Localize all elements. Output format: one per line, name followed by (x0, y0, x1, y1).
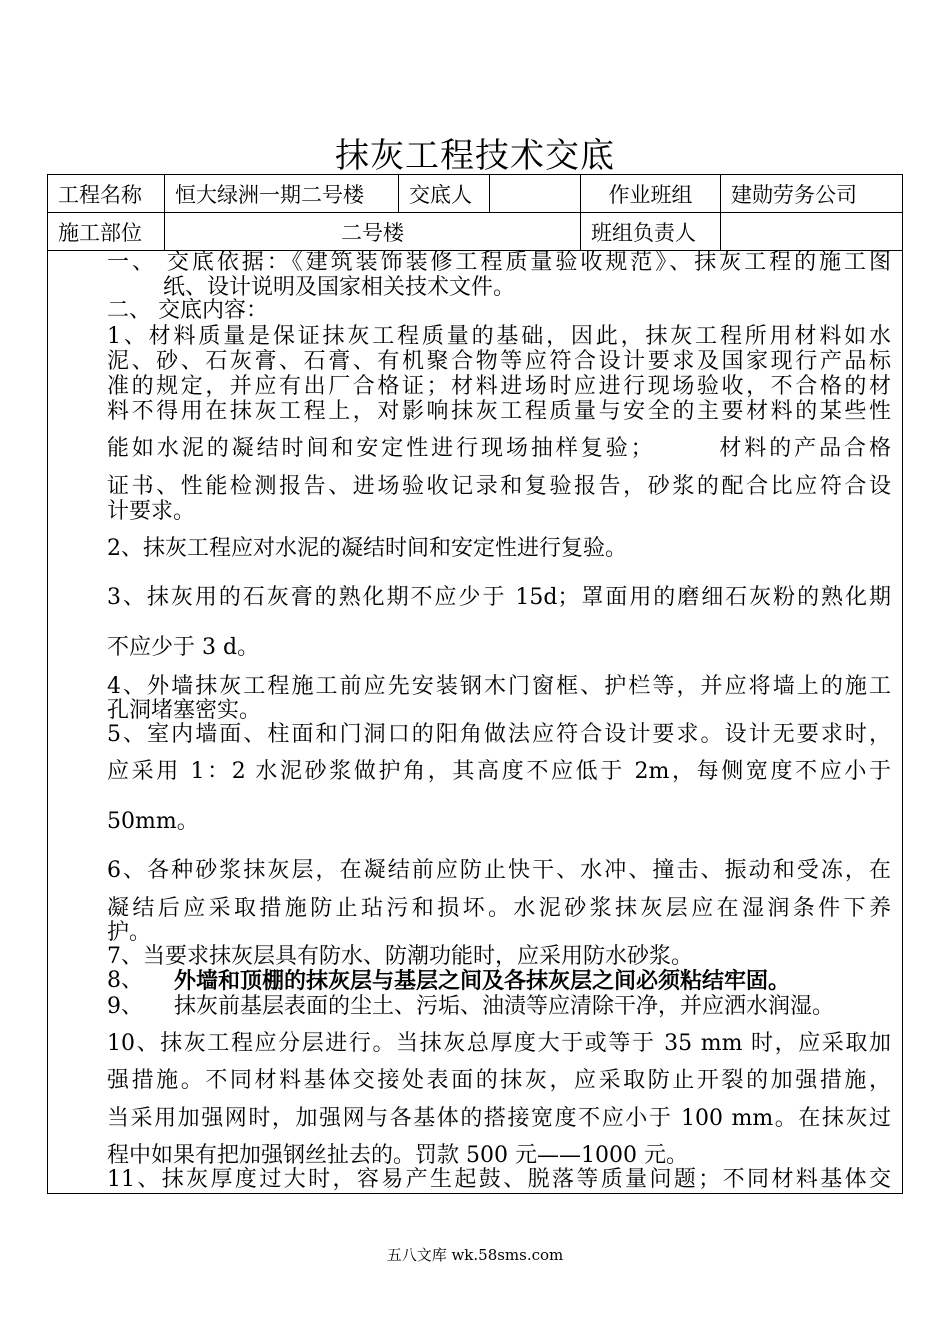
text-line: 证书、性能检测报告、进场验收记录和复验报告，砂浆的配合比应符合设 (107, 474, 891, 499)
text-line: 7、当要求抹灰层具有防水、防潮功能时，应采用防水砂浆。 (107, 944, 693, 969)
work-team-label: 作业班组 (581, 175, 721, 213)
item-number: 8、 (107, 968, 143, 993)
team-leader-value (721, 213, 903, 251)
header-row-1 (48, 175, 903, 213)
text-line: 孔洞堵塞密实。 (107, 698, 262, 723)
text-line: 11、抹灰厚度过大时，容易产生起鼓、脱落等质量问题；不同材料基体交 (107, 1167, 891, 1192)
text-line: 10、抹灰工程应分层进行。当抹灰总厚度大于或等于 35 mm 时，应采取加 (107, 1031, 891, 1056)
text-line: 不应少于 3 d。 (107, 635, 260, 660)
footer-watermark: 五八文库 wk.58sms.com (386, 1246, 564, 1264)
text-line: 纸、设计说明及国家相关技术文件。 (163, 275, 516, 300)
construction-part-value: 二号楼 (165, 213, 581, 251)
text-line: 程中如果有把加强钢丝扯去的。罚款 500 元——1000 元。 (107, 1143, 688, 1168)
text-line: 6、各种砂浆抹灰层，在凝结前应防止快干、水冲、撞击、振动和受冻，在 (107, 858, 891, 883)
text-line: 50mm。 (107, 809, 199, 834)
text-line: 一、 交底依据：《建筑装饰装修工程质量验收规范》、抹灰工程的施工图 (107, 250, 891, 275)
text-line: 当采用加强网时，加强网与各基体的搭接宽度不应小于 100 mm。在抹灰过 (107, 1106, 891, 1131)
text-line: 4、外墙抹灰工程施工前应先安装钢木门窗框、护栏等，并应将墙上的施工 (107, 674, 891, 699)
team-leader-label: 班组负责人 (581, 213, 721, 251)
item-number: 9、 (107, 994, 143, 1019)
bold-requirement: 外墙和顶棚的抹灰层与基层之间及各抹灰层之间必须粘结牢固。 (174, 968, 791, 994)
text-line: 能如水泥的凝结时间和安定性进行现场抽样复验； 材料的产品合格 (107, 436, 891, 461)
discloser-label: 交底人 (399, 175, 490, 213)
work-team-value: 建勋劳务公司 (721, 175, 903, 213)
text-line: 护。 (107, 920, 152, 945)
discloser-value (490, 175, 581, 213)
text-line: 2、抹灰工程应对水泥的凝结时间和安定性进行复验。 (107, 536, 627, 561)
text-line: 应采用 1：2 水泥砂浆做护角，其高度不应低于 2m，每侧宽度不应小于 (107, 759, 891, 784)
header-table (47, 174, 903, 251)
text-line: 二、 交底内容： (107, 298, 268, 323)
project-name-value: 恒大绿洲一期二号楼 (165, 175, 399, 213)
text-line: 准的规定，并应有出厂合格证；材料进场时应进行现场验收，不合格的材 (107, 374, 891, 399)
text-line: 3、抹灰用的石灰膏的熟化期不应少于 15d；罩面用的磨细石灰粉的熟化期 (107, 585, 891, 610)
project-name-label: 工程名称 (48, 175, 165, 213)
text-line: 1、材料质量是保证抹灰工程质量的基础，因此，抹灰工程所用材料如水 (107, 324, 891, 349)
text-line: 5、室内墙面、柱面和门洞口的阳角做法应符合设计要求。设计无要求时， (107, 722, 891, 747)
text-line: 强措施。不同材料基体交接处表面的抹灰，应采取防止开裂的加强措施， (107, 1068, 891, 1093)
text-line: 计要求。 (107, 499, 196, 524)
text-line: 抹灰前基层表面的尘土、污垢、油渍等应清除干净，并应洒水润湿。 (174, 994, 835, 1019)
text-line: 凝结后应采取措施防止玷污和损坏。水泥砂浆抹灰层应在湿润条件下养 (107, 896, 891, 921)
header-row-2 (48, 213, 903, 251)
text-line: 泥、砂、石灰膏、石膏、有机聚合物等应符合设计要求及国家现行产品标 (107, 349, 891, 374)
text-line: 料不得用在抹灰工程上，对影响抹灰工程质量与安全的主要材料的某些性 (107, 399, 891, 424)
page-title: 抹灰工程技术交底 (335, 136, 615, 176)
construction-part-label: 施工部位 (48, 213, 165, 251)
